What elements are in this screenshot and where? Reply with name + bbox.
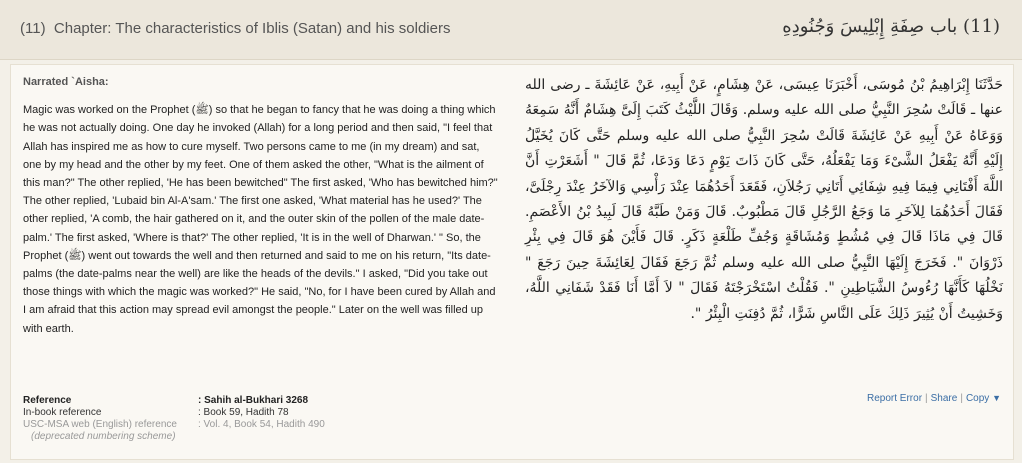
reference-row [23, 395, 325, 407]
share-link[interactable]: Share [930, 393, 958, 404]
chapter-title-arabic [782, 16, 1000, 37]
hadith-actions [867, 393, 1001, 404]
usc-reference-value: : Vol. 4, Book 54, Hadith 490 [198, 419, 325, 430]
usc-reference-row [23, 419, 325, 431]
chapter-number-arabic: (11) [963, 16, 1000, 37]
inbook-reference-label: In-book reference [23, 407, 102, 418]
copy-label: Copy [965, 393, 990, 404]
hadith-container [10, 64, 1014, 460]
report-error-link[interactable]: Report Error [867, 393, 923, 404]
deprecated-note: (deprecated numbering scheme) [31, 431, 176, 442]
hadith-text-english: Magic was worked on the Prophet (ﷺ) so that he began to fancy that he was doing a thing which he was not actually doing. One day he invoked (Allah) for a long period and then said, "I feel that Allah has inspired me as how to cure myself. Two persons came to me (in my dream) and sat, one by my head and the other by my feet. One of them asked the other, "What is the ailment of this man?" The other replied, 'He has been bewitched" The first asked, 'Who has bewitched him?" The other replied, 'Lubaid bin Al-A'sam.' The first one asked, 'What material has he used?' The other replied, 'A comb, the hair gathered on it, and the outer skin of the pollen of the male date-palm.' The first asked, 'Where is that?' The other replied, 'It is in the well of Dharwan.' " So, the Prophet (ﷺ) went out towards the well and then returned and said to me on his return, "Its date-palms (the date-palms near the well) are like the heads of the devils." I asked, "Did you take out those things with which the magic was worked?" He said, "No, for I have been cured by Allah and I am afraid that this action may spread evil amongst the people." Later on the well was filled up with earth. [23, 104, 498, 335]
chapter-title-english [20, 20, 450, 37]
hadith-text-arabic: حَدَّثَنَا إِبْرَاهِيمُ بْنُ مُوسَى، أَخْبَرَنَا عِيسَى، عَنْ هِشَامٍ، عَنْ أَبِيهِ، عَنْ عَائِشَةَ ـ رضى الله عنها ـ قَالَتْ سُحِرَ النَّبِيُّ صلى الله عليه وسلم‏.‏ وَقَالَ اللَّيْثُ كَتَبَ إِلَىَّ هِشَامٌ أَنَّهُ سَمِعَهُ وَوَعَاهُ عَنْ أَبِيهِ عَنْ عَائِشَةَ قَالَتْ سُحِرَ النَّبِيُّ صلى الله عليه وسلم حَتَّى كَانَ يُخَيَّلُ إِلَيْهِ أَنَّهُ يَفْعَلُ الشَّىْءَ وَمَا يَفْعَلُهُ، حَتَّى كَانَ ذَاتَ يَوْمٍ دَعَا وَدَعَا، ثُمَّ قَالَ ‏"‏ أَشَعَرْتِ أَنَّ اللَّهَ أَفْتَانِي فِيمَا فِيهِ شِفَائِي أَتَانِي رَجُلاَنِ، فَقَعَدَ أَحَدُهُمَا عِنْدَ رَأْسِي وَالآخَرُ عِنْدَ رِجْلَىَّ، فَقَالَ أَحَدُهُمَا لِلآخَرِ مَا وَجَعُ الرَّجُلِ قَالَ مَطْبُوبٌ‏.‏ قَالَ وَمَنْ طَبَّهُ قَالَ لَبِيدُ بْنُ الأَعْصَمِ‏.‏ قَالَ فِي مَاذَا قَالَ فِي مُشُطٍ وَمُشَاقَةٍ وَجُفِّ طَلْعَةٍ ذَكَرٍ‏.‏ قَالَ فَأَيْنَ هُوَ قَالَ فِي بِئْرِ ذَرْوَانَ ‏"‏‏.‏ فَخَرَجَ إِلَيْهَا النَّبِيُّ صلى الله عليه وسلم ثُمَّ رَجَعَ فَقَالَ لِعَائِشَةَ حِينَ رَجَعَ ‏"‏ نَخْلُهَا كَأَنَّهَا رُءُوسُ الشَّيَاطِينِ ‏"‏‏.‏ فَقُلْتُ اسْتَخْرَجْتَهُ فَقَالَ ‏"‏ لاَ أَمَّا أَنَا فَقَدْ شَفَانِي اللَّهُ، وَخَشِيتُ أَنْ يُثِيرَ ذَلِكَ عَلَى النَّاسِ شَرًّا، ثُمَّ دُفِنَتِ الْبِئْرُ ‏"‏‏.‏ [525, 77, 1003, 322]
separator: | [960, 393, 963, 404]
narrator: Narrated `Aisha: [23, 76, 109, 88]
inbook-reference-row [23, 407, 325, 419]
copy-link[interactable] [966, 393, 1001, 404]
reference-value: : Sahih al-Bukhari 3268 [198, 395, 309, 406]
hadith-english [23, 73, 498, 338]
reference-label: Reference [23, 395, 72, 406]
separator: | [925, 393, 928, 404]
chapter-title-arabic-text: باب صِفَةِ إِبْلِيسَ وَجُنُودِهِ [782, 16, 958, 37]
inbook-reference-value: : Book 59, Hadith 78 [198, 407, 289, 418]
deprecated-row [23, 431, 325, 443]
caret-down-icon: ▼ [992, 393, 1001, 403]
chapter-title-english-text: Chapter: The characteristics of Iblis (Satan) and his soldiers [53, 20, 451, 37]
chapter-header [0, 0, 1022, 60]
reference-table [23, 395, 325, 443]
usc-reference-label: USC-MSA web (English) reference [23, 419, 177, 430]
chapter-number-english: (11) [20, 20, 46, 37]
